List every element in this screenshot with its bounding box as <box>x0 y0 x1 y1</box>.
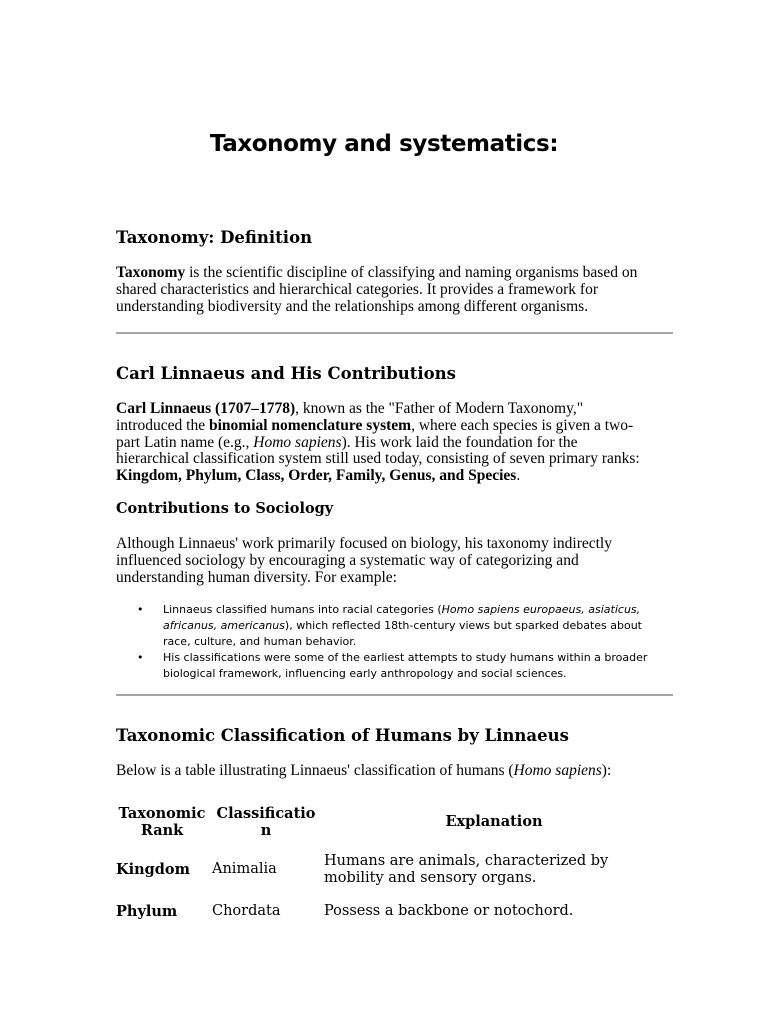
linnaeus-paragraph <box>116 401 646 485</box>
bullet-2-text: His classifications were some of the earliest attempts to study humans within a broader biological framework, influencing early anthropology and social sciences. <box>163 651 648 680</box>
linnaeus-heading: Carl Linnaeus and His Contributions <box>116 364 456 383</box>
definition-paragraph <box>116 265 646 315</box>
bullet-1-text-pre: Linnaeus classified humans into racial categories ( <box>163 603 442 616</box>
binomial-term: binomial nomenclature system <box>208 416 412 434</box>
intro-text-pre: Below is a table illustrating Linnaeus' classification of humans ( <box>116 762 514 779</box>
linnaeus-name-dates: Carl Linnaeus (1707–1778) <box>116 400 296 417</box>
bullet-1-italic: Homo sapiens europaeus, asiaticus, africanus, americanus <box>163 603 641 632</box>
table-row <box>114 898 666 926</box>
linnaeus-text-4: . <box>516 467 521 485</box>
example-species: Homo sapiens <box>253 433 342 451</box>
section-divider <box>116 694 673 696</box>
classification-table <box>114 802 666 926</box>
table-row <box>114 842 666 898</box>
header-classification: Classification <box>216 804 316 839</box>
definition-text: is the scientific discipline of classifying and naming organisms based on shared characteristics and hierarchical categories. It provides a framework for understanding biodiversity and the relationships among different organisms. <box>116 264 638 315</box>
header-rank: Taxonomic Rank <box>118 804 206 839</box>
definition-heading: Taxonomy: Definition <box>116 228 313 247</box>
section-divider <box>116 332 673 334</box>
cell-rank: Kingdom <box>116 861 190 879</box>
linnaeus-text-1: , known as the "Father of Modern Taxonomy," introduced the <box>116 400 584 434</box>
table-header-row <box>114 802 666 842</box>
bullet-1-text-post: ), which reflected 18th-century views but sparked debates about race, culture, and human behavior. <box>163 619 642 648</box>
taxonomy-term: Taxonomy <box>116 264 186 281</box>
classification-heading: Taxonomic Classification of Humans by Linnaeus <box>116 726 569 745</box>
linnaeus-text-2: , where each species is given a two-part Latin name (e.g., <box>116 416 634 451</box>
intro-text-post: ): <box>601 762 612 779</box>
cell-explanation: Humans are animals, characterized by mobility and sensory organs. <box>324 852 609 886</box>
sociology-bullet-list <box>116 602 656 682</box>
cell-rank: Phylum <box>116 903 178 921</box>
cell-classification: Animalia <box>212 861 277 878</box>
sociology-paragraph: Although Linnaeus' work primarily focused on biology, his taxonomy indirectly influenced sociology by encouraging a systematic way of categorizing and understanding human diversity. For example: <box>116 535 612 586</box>
bullet-icon: • <box>137 603 144 616</box>
linnaeus-text-3: ). His work laid the foundation for the hierarchical classification system still used today, consisting of seven primary ranks: <box>116 433 640 468</box>
header-explanation: Explanation <box>445 813 543 831</box>
sociology-heading: Contributions to Sociology <box>116 500 334 517</box>
list-item <box>116 602 656 650</box>
list-item <box>116 650 656 682</box>
intro-italic: Homo sapiens <box>513 762 602 779</box>
cell-explanation: Possess a backbone or notochord. <box>324 903 574 920</box>
ranks-list: Kingdom, Phylum, Class, Order, Family, Genus, and Species <box>116 467 517 485</box>
cell-classification: Chordata <box>212 903 281 920</box>
document-title: Taxonomy and systematics: <box>209 131 559 157</box>
bullet-icon: • <box>137 651 144 664</box>
classification-intro <box>116 763 646 780</box>
